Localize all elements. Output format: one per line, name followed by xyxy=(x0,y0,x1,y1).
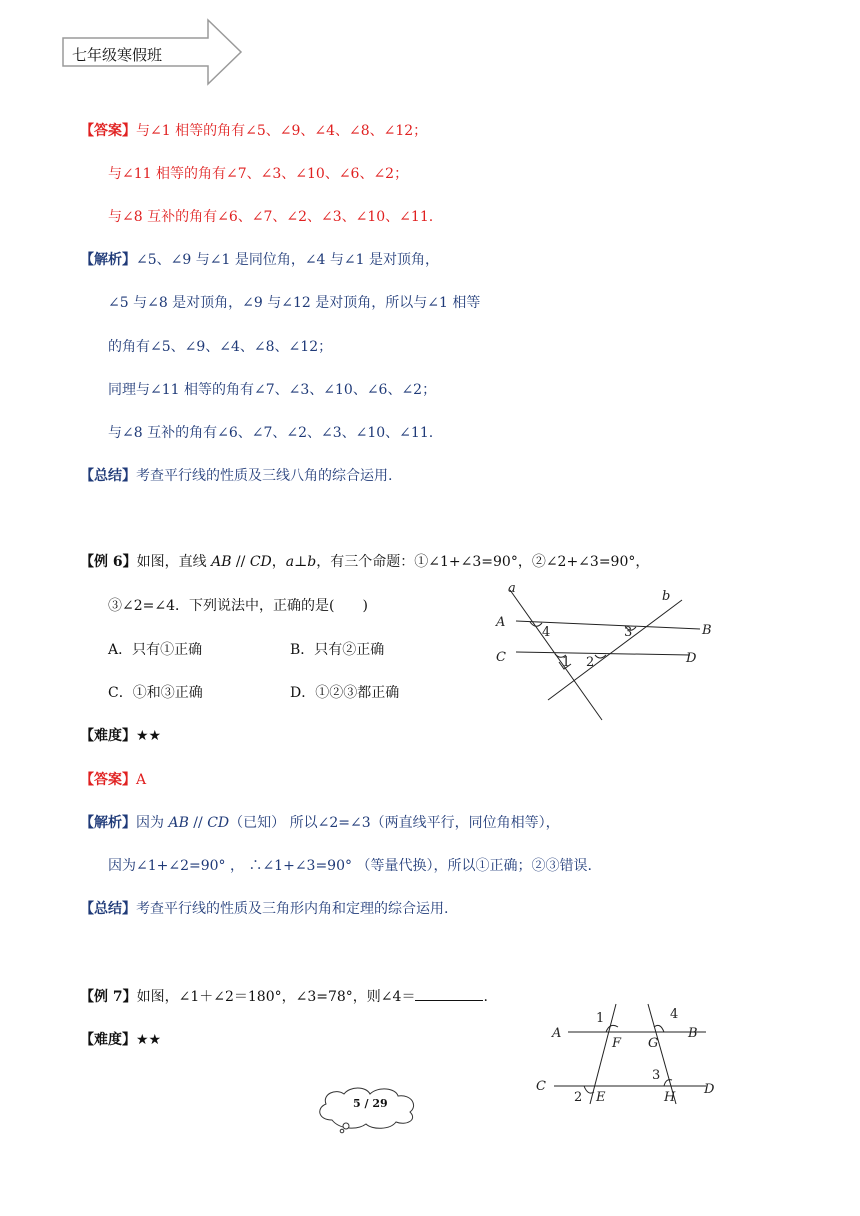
label-G-7: G xyxy=(648,1036,659,1051)
label-b: b xyxy=(662,589,671,604)
analysis-line-4: 同理与∠11 相等的角有∠7、∠3、∠10、∠6、∠2； xyxy=(108,382,437,398)
label-E-7: E xyxy=(596,1090,606,1105)
label-2: 2 xyxy=(586,655,595,670)
label-D: D xyxy=(686,651,697,666)
angle-1-arc-7 xyxy=(606,1025,618,1032)
label-C: C xyxy=(496,650,506,665)
example6-figure xyxy=(490,578,730,728)
option-b: B．只有②正确 xyxy=(290,642,385,658)
example6-question-line2: ③∠2=∠4．下列说法中，正确的是( ) xyxy=(108,598,368,614)
option-d: D．①②③都正确 xyxy=(290,685,400,701)
answer-blank[interactable] xyxy=(415,986,483,1001)
label-A-7: A xyxy=(552,1026,562,1041)
analysis-line-5: 与∠8 互补的角有∠6、∠7、∠2、∠3、∠10、∠11. xyxy=(108,425,434,441)
banner-title: 七年级寒假班 xyxy=(72,46,163,64)
line-b xyxy=(548,600,682,700)
label-B-7: B xyxy=(688,1026,698,1041)
example6-analysis: 【解析】因为 AB // CD（已知） 所以∠2=∠3（两直线平行，同位角相等）， xyxy=(80,815,560,831)
example6-difficulty: 【难度】★★ xyxy=(80,728,162,744)
label-4: 4 xyxy=(542,625,551,640)
label-B: B xyxy=(702,623,712,638)
angle-4-arc xyxy=(530,622,542,626)
label-4-7: 4 xyxy=(670,1007,679,1022)
example6-answer: 【答案】A xyxy=(80,772,147,788)
label-H-7: H xyxy=(664,1090,676,1105)
analysis-line-3: 的角有∠5、∠9、∠4、∠8、∠12； xyxy=(108,339,333,355)
label-a: a xyxy=(508,581,516,596)
label-2-7: 2 xyxy=(574,1090,583,1105)
answer-1: 【答案】与∠1 相等的角有∠5、∠9、∠4、∠8、∠12； xyxy=(80,123,428,139)
label-1-7: 1 xyxy=(596,1011,605,1026)
example6-analysis-line2: 因为∠1+∠2=90° ， ∴∠1+∠3=90° （等量代换），所以①正确；②③错误. xyxy=(108,858,592,874)
label-3-7: 3 xyxy=(652,1068,661,1083)
answer-line-2: 与∠11 相等的角有∠7、∠3、∠10、∠6、∠2； xyxy=(108,166,409,182)
option-a: A．只有①正确 xyxy=(108,642,203,658)
example7-difficulty: 【难度】★★ xyxy=(80,1032,162,1048)
line-cd xyxy=(516,652,690,655)
page-number: 5 / 29 xyxy=(353,1097,388,1110)
label-3: 3 xyxy=(624,625,633,640)
example7-question: 【例 7】如图，∠1＋∠2＝180°，∠3=78°，则∠4＝ . xyxy=(80,986,488,1007)
example6-question: 【例 6】如图，直线 AB // CD，a⊥b，有三个命题：①∠1+∠3=90°，②∠2+∠3=90°， xyxy=(80,554,650,570)
summary-1: 【总结】考查平行线的性质及三线八角的综合运用. xyxy=(80,468,393,484)
answer-line-3: 与∠8 互补的角有∠6、∠7、∠2、∠3、∠10、∠11. xyxy=(108,209,434,225)
label-A: A xyxy=(496,615,506,630)
label-D-7: D xyxy=(704,1082,715,1097)
option-c: C．①和③正确 xyxy=(108,685,203,701)
label-C-7: C xyxy=(536,1079,546,1094)
analysis-1: 【解析】∠5、∠9 与∠1 是同位角，∠4 与∠1 是对顶角， xyxy=(80,252,439,268)
example7-figure xyxy=(530,1000,730,1110)
analysis-line-2: ∠5 与∠8 是对顶角，∠9 与∠12 是对顶角，所以与∠1 相等 xyxy=(108,295,481,311)
angle-2-arc-7 xyxy=(584,1086,594,1093)
example6-summary: 【总结】考查平行线的性质及三角形内角和定理的综合运用. xyxy=(80,901,449,917)
label-1: 1 xyxy=(562,655,571,670)
label-F-7: F xyxy=(612,1036,622,1051)
